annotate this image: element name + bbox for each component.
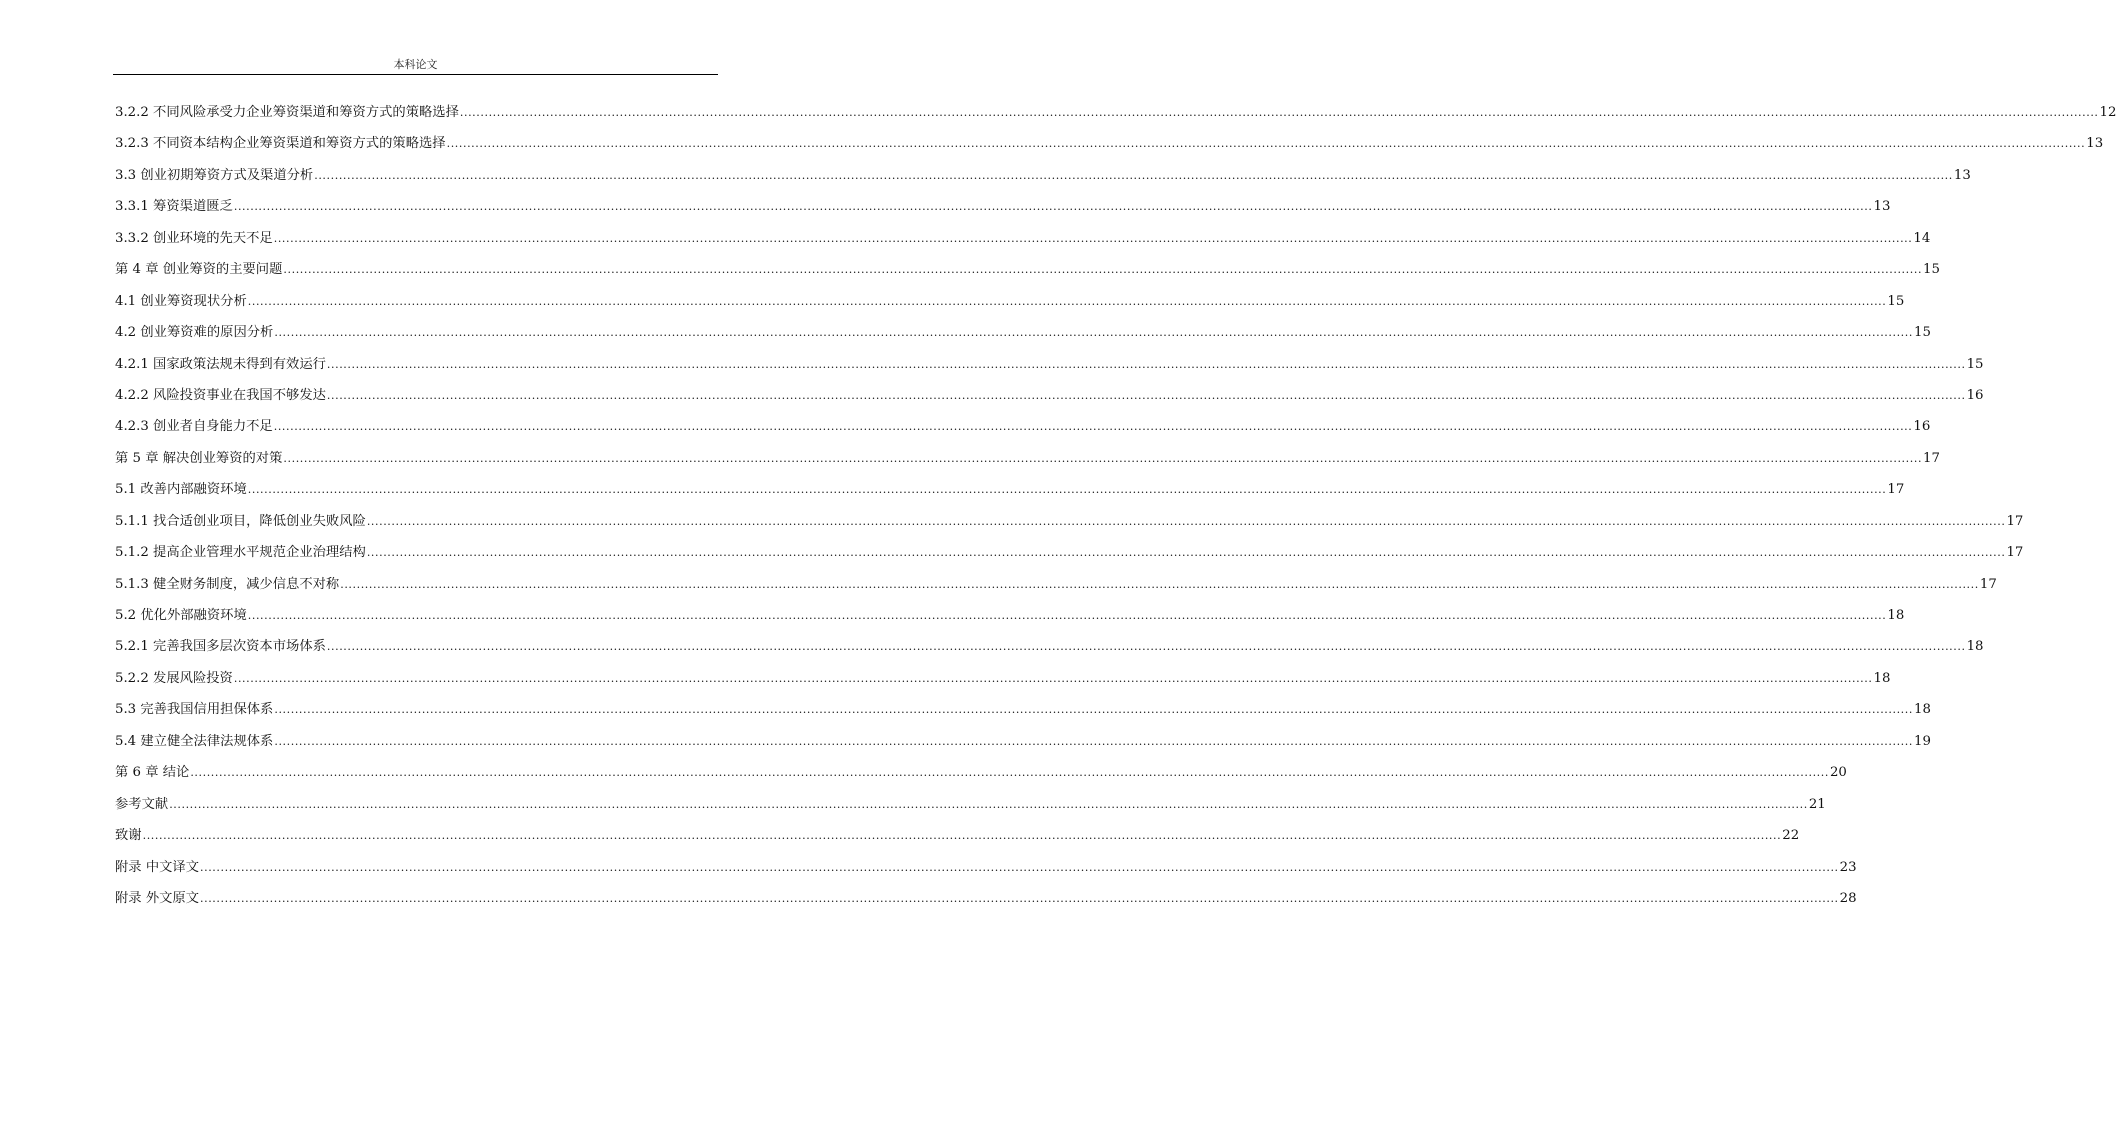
toc-leader-dots: ................................................................................................................................................................................................................................................................................................................................................................................................................ (340, 577, 1979, 591)
toc-entry-page-number: 15 (1966, 356, 1984, 372)
toc-leader-dots: ................................................................................................................................................................................................................................................................................................................................................................................................................ (273, 420, 1913, 434)
toc-entry-page-number: 28 (1839, 890, 1857, 906)
toc-entry-page-number: 21 (1808, 796, 1826, 812)
toc-entry[interactable] (115, 506, 2024, 537)
toc-entry-page-number: 18 (1913, 702, 1931, 718)
toc-entry[interactable] (115, 474, 1905, 505)
toc-leader-dots: ................................................................................................................................................................................................................................................................................................................................................................................................................ (314, 168, 1953, 182)
toc-leader-dots: ................................................................................................................................................................................................................................................................................................................................................................................................................ (446, 137, 2086, 151)
toc-entry-page-number: 17 (1979, 576, 1997, 592)
toc-entry[interactable] (115, 254, 1940, 285)
toc-entry-page-number: 18 (1966, 639, 1984, 655)
toc-leader-dots: ................................................................................................................................................................................................................................................................................................................................................................................................................ (273, 231, 1913, 245)
toc-leader-dots: ................................................................................................................................................................................................................................................................................................................................................................................................................ (200, 891, 1839, 905)
toc-entry-page-number: 14 (1913, 230, 1931, 246)
toc-entry-title: 5.1.1 找合适创业项目，降低创业失败风险 (115, 513, 366, 529)
toc-entry[interactable] (115, 569, 1997, 600)
toc-leader-dots: ................................................................................................................................................................................................................................................................................................................................................................................................................ (247, 483, 1887, 497)
toc-entry-title: 第 4 章 创业筹资的主要问题 (115, 262, 283, 278)
toc-entry[interactable] (115, 883, 1857, 914)
toc-leader-dots: ................................................................................................................................................................................................................................................................................................................................................................................................................ (283, 263, 1923, 277)
toc-entry-title: 第 5 章 解决创业筹资的对策 (115, 450, 283, 466)
toc-entry-title: 附录 中文译文 (115, 859, 200, 875)
toc-entry-page-number: 17 (2006, 513, 2024, 529)
toc-entry-title: 5.3 完善我国信用担保体系 (115, 702, 274, 718)
toc-entry-page-number: 13 (1953, 167, 1971, 183)
toc-leader-dots: ................................................................................................................................................................................................................................................................................................................................................................................................................ (169, 797, 1808, 811)
toc-entry-page-number: 15 (1923, 262, 1940, 278)
table-of-contents (115, 97, 2116, 914)
toc-leader-dots: ................................................................................................................................................................................................................................................................................................................................................................................................................ (190, 766, 1829, 780)
toc-entry[interactable] (115, 443, 1940, 474)
toc-entry[interactable] (115, 286, 1905, 317)
toc-entry[interactable] (115, 537, 2024, 568)
toc-entry-title: 5.1.3 健全财务制度，减少信息不对称 (115, 576, 340, 592)
toc-entry[interactable] (115, 820, 1800, 851)
toc-leader-dots: ................................................................................................................................................................................................................................................................................................................................................................................................................ (283, 451, 1923, 465)
toc-leader-dots: ................................................................................................................................................................................................................................................................................................................................................................................................................ (200, 860, 1839, 874)
toc-entry-page-number: 17 (1887, 482, 1905, 498)
toc-entry[interactable] (115, 349, 1984, 380)
toc-leader-dots: ................................................................................................................................................................................................................................................................................................................................................................................................................ (326, 640, 1966, 654)
toc-entry-title: 3.2.3 不同资本结构企业筹资渠道和筹资方式的策略选择 (115, 136, 446, 152)
toc-entry-page-number: 18 (1887, 608, 1905, 623)
toc-entry-page-number: 13 (2086, 136, 2104, 152)
toc-entry-page-number: 12 (2099, 105, 2116, 120)
toc-entry[interactable] (115, 97, 2116, 128)
toc-entry-title: 4.2 创业筹资难的原因分析 (115, 325, 274, 341)
toc-leader-dots: ................................................................................................................................................................................................................................................................................................................................................................................................................ (326, 388, 1966, 402)
toc-entry[interactable] (115, 789, 1826, 820)
toc-entry[interactable] (115, 663, 1891, 694)
toc-entry-page-number: 23 (1839, 859, 1857, 875)
toc-entry-page-number: 13 (1873, 199, 1891, 215)
toc-entry-page-number: 15 (1913, 325, 1931, 341)
toc-entry-title: 5.1 改善内部融资环境 (115, 482, 247, 498)
toc-entry-page-number: 15 (1887, 293, 1905, 309)
toc-leader-dots: ................................................................................................................................................................................................................................................................................................................................................................................................................ (142, 829, 1782, 843)
toc-entry[interactable] (115, 411, 1931, 442)
toc-entry[interactable] (115, 852, 1857, 883)
toc-entry-title: 第 6 章 结论 (115, 765, 190, 781)
toc-leader-dots: ................................................................................................................................................................................................................................................................................................................................................................................................................ (459, 106, 2099, 119)
toc-entry[interactable] (115, 726, 1931, 757)
toc-entry-title: 5.2.1 完善我国多层次资本市场体系 (115, 639, 326, 655)
toc-entry[interactable] (115, 160, 1971, 191)
toc-entry-page-number: 17 (1923, 450, 1940, 466)
toc-entry[interactable] (115, 128, 2104, 159)
toc-entry[interactable] (115, 600, 1905, 631)
toc-entry[interactable] (115, 317, 1931, 348)
toc-leader-dots: ................................................................................................................................................................................................................................................................................................................................................................................................................ (326, 357, 1966, 371)
toc-leader-dots: ................................................................................................................................................................................................................................................................................................................................................................................................................ (247, 609, 1887, 622)
toc-entry-title: 3.3 创业初期筹资方式及渠道分析 (115, 167, 314, 183)
toc-entry-title: 3.2.2 不同风险承受力企业筹资渠道和筹资方式的策略选择 (115, 105, 459, 120)
toc-leader-dots: ................................................................................................................................................................................................................................................................................................................................................................................................................ (366, 546, 2006, 560)
toc-entry-title: 4.2.3 创业者自身能力不足 (115, 419, 273, 435)
toc-entry[interactable] (115, 757, 1847, 788)
toc-entry-title: 参考文献 (115, 796, 169, 812)
page-header-title: 本科论文 (393, 58, 438, 71)
toc-entry-page-number: 19 (1913, 733, 1931, 749)
toc-entry-title: 附录 外文原文 (115, 890, 200, 906)
toc-entry[interactable] (115, 631, 1984, 662)
toc-entry-title: 4.1 创业筹资现状分析 (115, 293, 247, 309)
toc-leader-dots: ................................................................................................................................................................................................................................................................................................................................................................................................................ (274, 734, 1913, 748)
toc-entry-title: 5.1.2 提高企业管理水平规范企业治理结构 (115, 545, 366, 561)
toc-entry-page-number: 16 (1913, 419, 1931, 435)
toc-entry-page-number: 17 (2006, 545, 2024, 561)
toc-entry-title: 致谢 (115, 828, 142, 844)
toc-entry-title: 4.2.2 风险投资事业在我国不够发达 (115, 387, 326, 403)
toc-entry-page-number: 18 (1873, 670, 1891, 686)
header-rule (113, 74, 718, 75)
toc-entry-title: 5.2 优化外部融资环境 (115, 608, 247, 623)
toc-leader-dots: ................................................................................................................................................................................................................................................................................................................................................................................................................ (233, 671, 1873, 685)
toc-entry-title: 4.2.1 国家政策法规未得到有效运行 (115, 356, 326, 372)
toc-entry-title: 3.3.1 筹资渠道匮乏 (115, 199, 233, 215)
toc-leader-dots: ................................................................................................................................................................................................................................................................................................................................................................................................................ (233, 200, 1873, 214)
toc-entry[interactable] (115, 694, 1931, 725)
toc-entry-title: 5.4 建立健全法律法规体系 (115, 733, 274, 749)
toc-leader-dots: ................................................................................................................................................................................................................................................................................................................................................................................................................ (274, 703, 1913, 717)
toc-entry-page-number: 22 (1782, 828, 1800, 844)
toc-leader-dots: ................................................................................................................................................................................................................................................................................................................................................................................................................ (366, 514, 2006, 528)
toc-entry[interactable] (115, 380, 1984, 411)
toc-leader-dots: ................................................................................................................................................................................................................................................................................................................................................................................................................ (247, 294, 1887, 308)
toc-entry-page-number: 20 (1829, 765, 1847, 781)
toc-entry-title: 3.3.2 创业环境的先天不足 (115, 230, 273, 246)
toc-entry[interactable] (115, 191, 1891, 222)
toc-entry-page-number: 16 (1966, 387, 1984, 403)
toc-entry-title: 5.2.2 发展风险投资 (115, 670, 233, 686)
toc-entry[interactable] (115, 223, 1931, 254)
toc-leader-dots: ................................................................................................................................................................................................................................................................................................................................................................................................................ (274, 326, 1913, 340)
